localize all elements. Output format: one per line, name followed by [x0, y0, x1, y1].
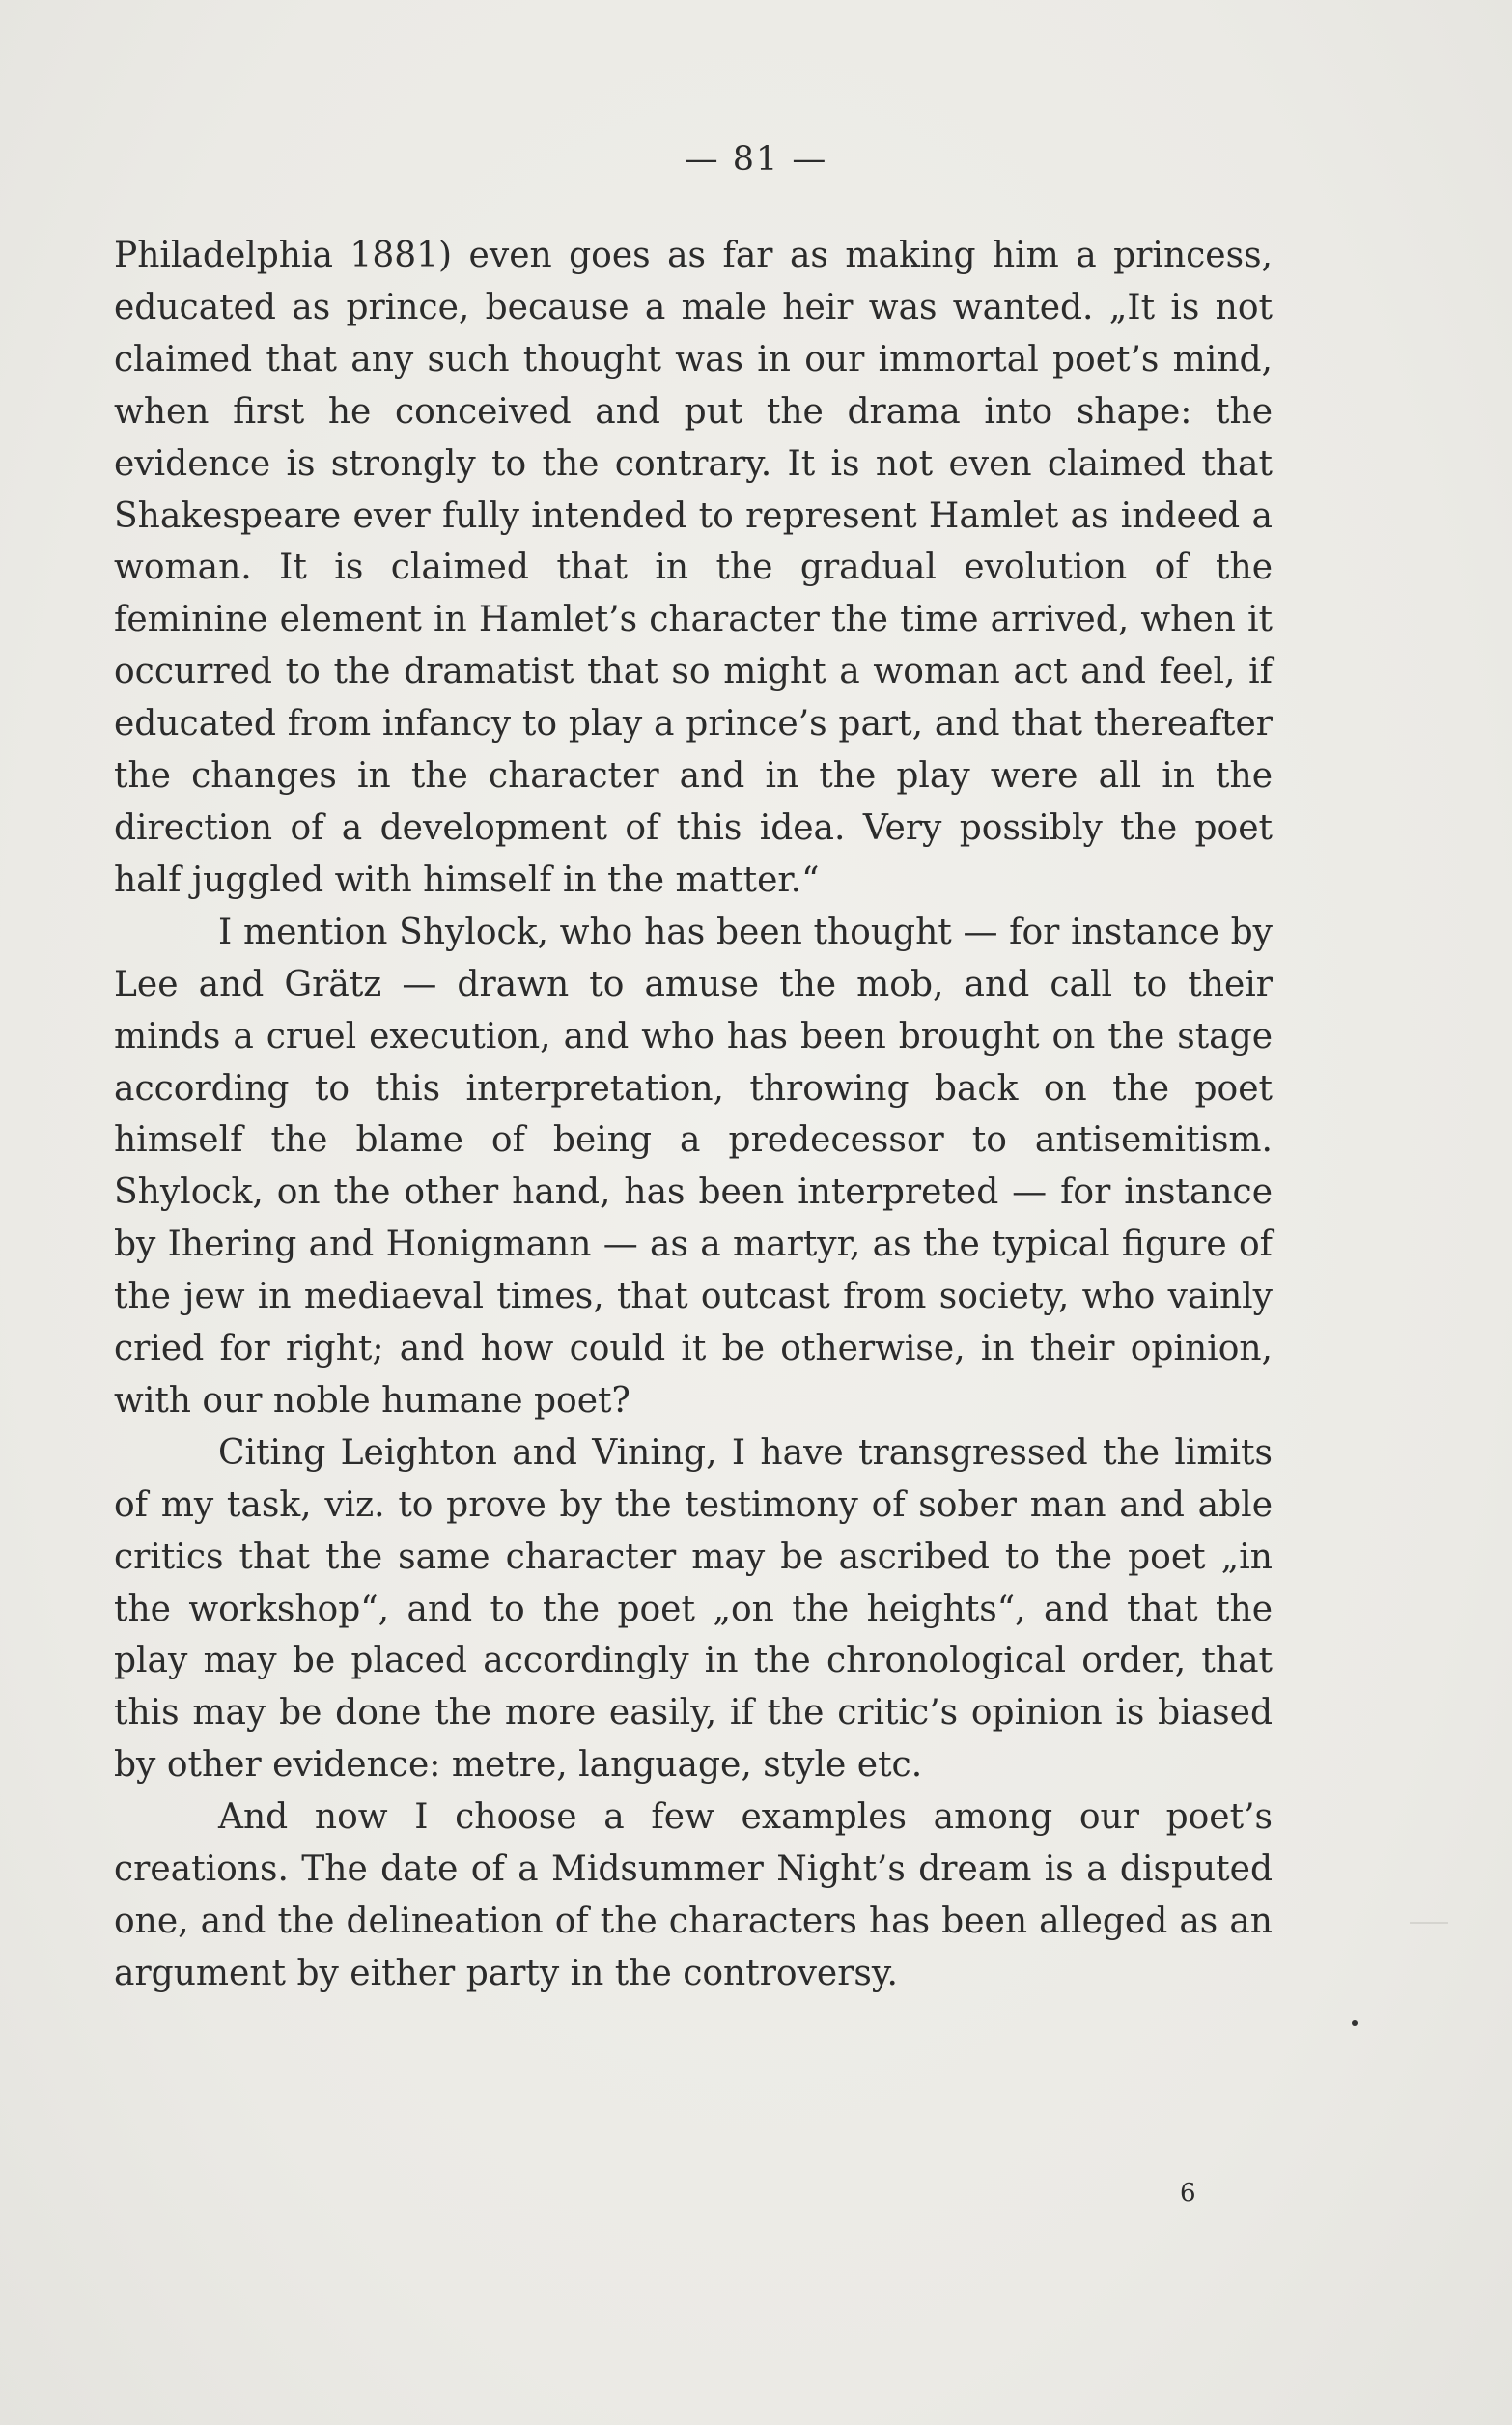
bleed-through-mark — [1410, 1922, 1448, 1924]
page-number-header: — 81 — — [684, 140, 828, 179]
paragraph-shylock: I mention Shylock, who has been thought — for instance by Lee and Grätz — drawn to amuse the mob, and call to their minds a cruel execution, and who has been brought on the stage according to this interpretation, throwing back on the poet himself the blame of being a predecessor to antisemitism. Shylock, on the other hand, has been interpreted — for instance by Ihering and Honigmann — as a martyr, as the typical figure of the jew in mediaeval times, that outcast from society, who vainly cried for right; and how could it be otherwise, in their opinion, with our noble humane poet? — [114, 912, 1273, 1421]
body-text — [114, 230, 1273, 2000]
paragraph-leighton-vining: Citing Leighton and Vining, I have transgressed the limits of my task, viz. to prove by the testimony of sober man and able critics that the same character may be ascribed to the poet „in the workshop“, and to the poet „on the heights“, and that the play may be placed accordingly in the chronological order, that this may be done the more easily, if the critic’s opinion is biased by other evidence: metre, language, style etc. — [114, 1432, 1273, 1786]
margin-dot — [1352, 2020, 1358, 2026]
signature-mark: 6 — [1180, 2179, 1196, 2208]
paragraph-hamlet: Philadelphia 1881) even goes as far as making him a princess, educated as prince, because a male heir was wanted. „It is not claimed that any such thought was in our immortal poet’s mind, when first he conceived and put the drama into shape: the evidence is strongly to the contrary. It is not even claimed that Shakespeare ever fully intended to represent Hamlet as indeed a woman. It is claimed that in the gradual evolution of the feminine element in Hamlet’s character the time arrived, when it occurred to the dramatist that so might a woman act and feel, if educated from infancy to play a prince’s part, and that thereafter the changes in the character and in the play were all in the direction of a development of this idea. Very possibly the poet half juggled with himself in the matter.“ — [114, 236, 1273, 900]
paragraph-midsummer: And now I choose a few examples among our poet’s creations. The date of a Midsummer Night’s dream is a disputed one, and the delineation of the characters has been alleged as an argument by either party in the controversy. — [114, 1797, 1273, 1993]
